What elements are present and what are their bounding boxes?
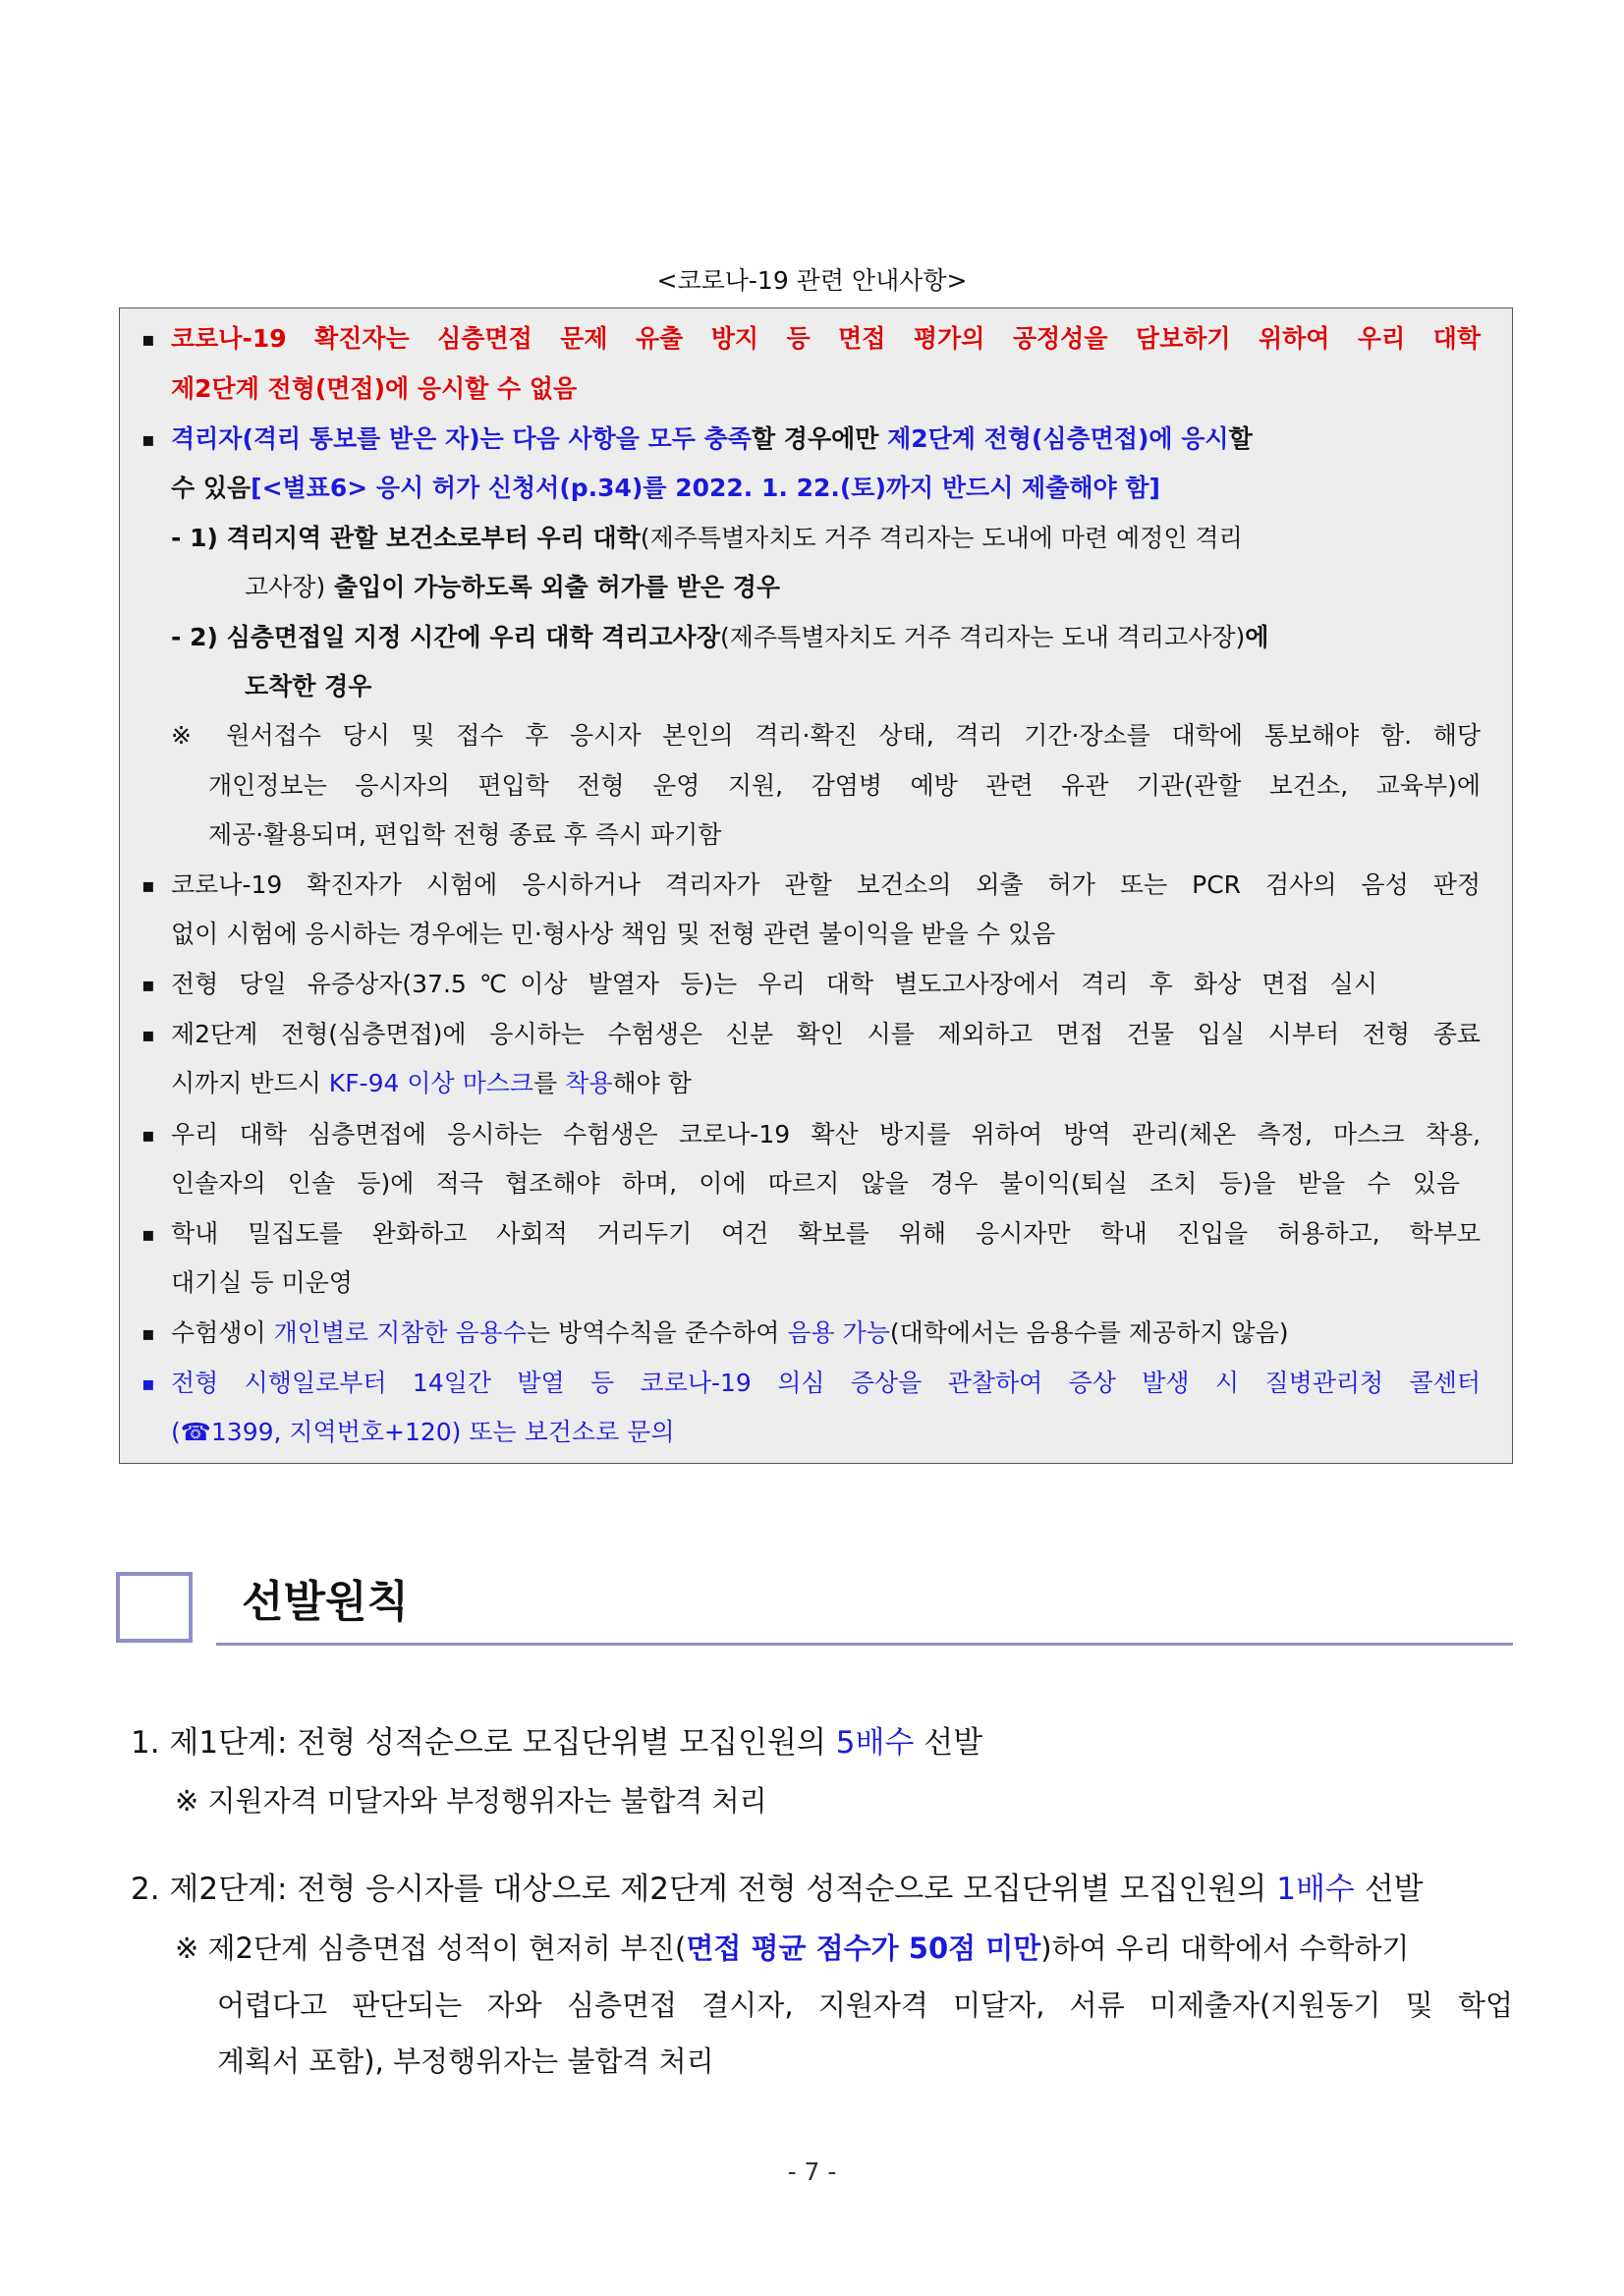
principle-2-note-line-1: ※ 제2단계 심층면접 성적이 현저히 부진(면접 평균 점수가 50점 미만)하여 우리 대학에서 수학하기 bbox=[175, 1932, 1410, 1965]
bullet-icon: ▪ bbox=[141, 1023, 155, 1046]
notice-note-line-3: 제공·활용되며, 편입학 전형 종료 후 즉시 파기함 bbox=[208, 820, 722, 849]
bullet-icon: ▪ bbox=[141, 873, 155, 897]
bullet-icon: ▪ bbox=[141, 1222, 155, 1246]
notice-title: <코로나-19 관련 안내사항> bbox=[656, 266, 968, 295]
bullet-icon: ▪ bbox=[141, 973, 155, 996]
page-number: - 7 - bbox=[787, 2157, 837, 2186]
bullet-icon: ▪ bbox=[141, 1321, 155, 1345]
notice-bullet-7-line-1: 학내 밀집도를 완화하고 사회적 거리두기 여건 확보를 위해 응시자만 학내 진입을 허용하고, 학부모 bbox=[171, 1219, 1481, 1248]
notice-bullet-8-line-1: 수험생이 개인별로 지참한 음용수는 방역수칙을 준수하여 음용 가능(대학에서는 음용수를 제공하지 않음) bbox=[171, 1318, 1289, 1347]
notice-bullet-1-line-2: 제2단계 전형(면접)에 응시할 수 없음 bbox=[171, 374, 578, 403]
notice-bullet-3-line-2: 없이 시험에 응시하는 경우에는 민·형사상 책임 및 전형 관련 불이익을 받을 수 있음 bbox=[171, 920, 1056, 948]
bullet-icon: ▪ bbox=[141, 1123, 155, 1147]
section-underline bbox=[216, 1643, 1513, 1646]
notice-bullet-6-line-1: 우리 대학 심층면접에 응시하는 수험생은 코로나-19 확산 방지를 위하여 방역 관리(체온 측정, 마스크 착용, bbox=[171, 1120, 1481, 1148]
bullet-icon: ▪ bbox=[141, 327, 155, 351]
notice-sub-1-line-2: 고사장) 출입이 가능하도록 외출 허가를 받은 경우 bbox=[245, 573, 780, 601]
principle-2-note-line-3: 계획서 포함), 부정행위자는 불합격 처리 bbox=[217, 2044, 714, 2078]
notice-bullet-5-line-2: 시까지 반드시 KF-94 이상 마스크를 착용해야 함 bbox=[171, 1069, 692, 1097]
principle-2: 2. 제2단계: 전형 응시자를 대상으로 제2단계 전형 성적순으로 모집단위별 모집인원의 1배수 선발 bbox=[131, 1872, 1424, 1907]
notice-bullet-3-line-1: 코로나-19 확진자가 시험에 응시하거나 격리자가 관할 보건소의 외출 허가 또는 PCR 검사의 음성 판정 bbox=[171, 870, 1481, 899]
bullet-icon: ▪ bbox=[141, 1372, 155, 1395]
bullet-icon: ▪ bbox=[141, 427, 155, 451]
principle-2-note-line-2: 어렵다고 판단되는 자와 심층면접 결시자, 지원자격 미달자, 서류 미제출자(지원동기 및 학업 bbox=[217, 1988, 1513, 2022]
notice-sub-1-line-1: - 1) 격리지역 관할 보건소로부터 우리 대학(제주특별자치도 거주 격리자는 도내에 마련 예정인 격리 bbox=[171, 524, 1243, 552]
notice-bullet-9-line-1: 전형 시행일로부터 14일간 발열 등 코로나-19 의심 증상을 관찰하여 증상 발생 시 질병관리청 콜센터 bbox=[171, 1369, 1481, 1397]
notice-bullet-6-line-2: 인솔자의 인솔 등)에 적극 협조해야 하며, 이에 따르지 않을 경우 불이익(퇴실 조치 등)을 받을 수 있음 bbox=[171, 1169, 1460, 1198]
notice-bullet-9-line-2: (☎1399, 지역번호+120) 또는 보건소로 문의 bbox=[171, 1418, 675, 1446]
notice-bullet-5-line-1: 제2단계 전형(심층면접)에 응시하는 수험생은 신분 확인 시를 제외하고 면접 건물 입실 시부터 전형 종료 bbox=[171, 1020, 1481, 1048]
notice-bullet-2-line-1: 격리자(격리 통보를 받은 자)는 다음 사항을 모두 충족할 경우에만 제2단계 전형(심층면접)에 응시할 bbox=[171, 424, 1253, 453]
section-heading-box bbox=[116, 1572, 193, 1643]
principle-1: 1. 제1단계: 전형 성적순으로 모집단위별 모집인원의 5배수 선발 bbox=[131, 1725, 983, 1761]
notice-bullet-4-line-1: 전형 당일 유증상자(37.5℃이상 발열자 등)는 우리 대학 별도고사장에서 격리 후 화상 면접 실시 bbox=[171, 970, 1377, 998]
notice-note-line-2: 개인정보는 응시자의 편입학 전형 운영 지원, 감염병 예방 관련 유관 기관(관할 보건소, 교육부)에 bbox=[208, 771, 1481, 800]
notice-sub-2-line-1: - 2) 심층면접일 지정 시간에 우리 대학 격리고사장(제주특별자치도 거주 격리자는 도내 격리고사장)에 bbox=[171, 623, 1269, 651]
notice-bullet-7-line-2: 대기실 등 미운영 bbox=[171, 1268, 353, 1297]
principle-1-note: ※ 지원자격 미달자와 부정행위자는 불합격 처리 bbox=[175, 1784, 767, 1818]
notice-sub-2-line-2: 도착한 경우 bbox=[245, 672, 372, 700]
notice-note-line-1: ※ 원서접수 당시 및 접수 후 응시자 본인의 격리·확진 상태, 격리 기간·장소를 대학에 통보해야 함. 해당 bbox=[171, 721, 1481, 750]
notice-bullet-1-line-1: 코로나-19 확진자는 심층면접 문제 유출 방지 등 면접 평가의 공정성을 담보하기 위하여 우리 대학 bbox=[171, 324, 1481, 353]
notice-bullet-2-line-2: 수 있음[<별표6> 응시 허가 신청서(p.34)를 2022. 1. 22.(토)까지 반드시 제출해야 함] bbox=[171, 474, 1160, 502]
section-title: 선발원칙 bbox=[242, 1577, 410, 1627]
